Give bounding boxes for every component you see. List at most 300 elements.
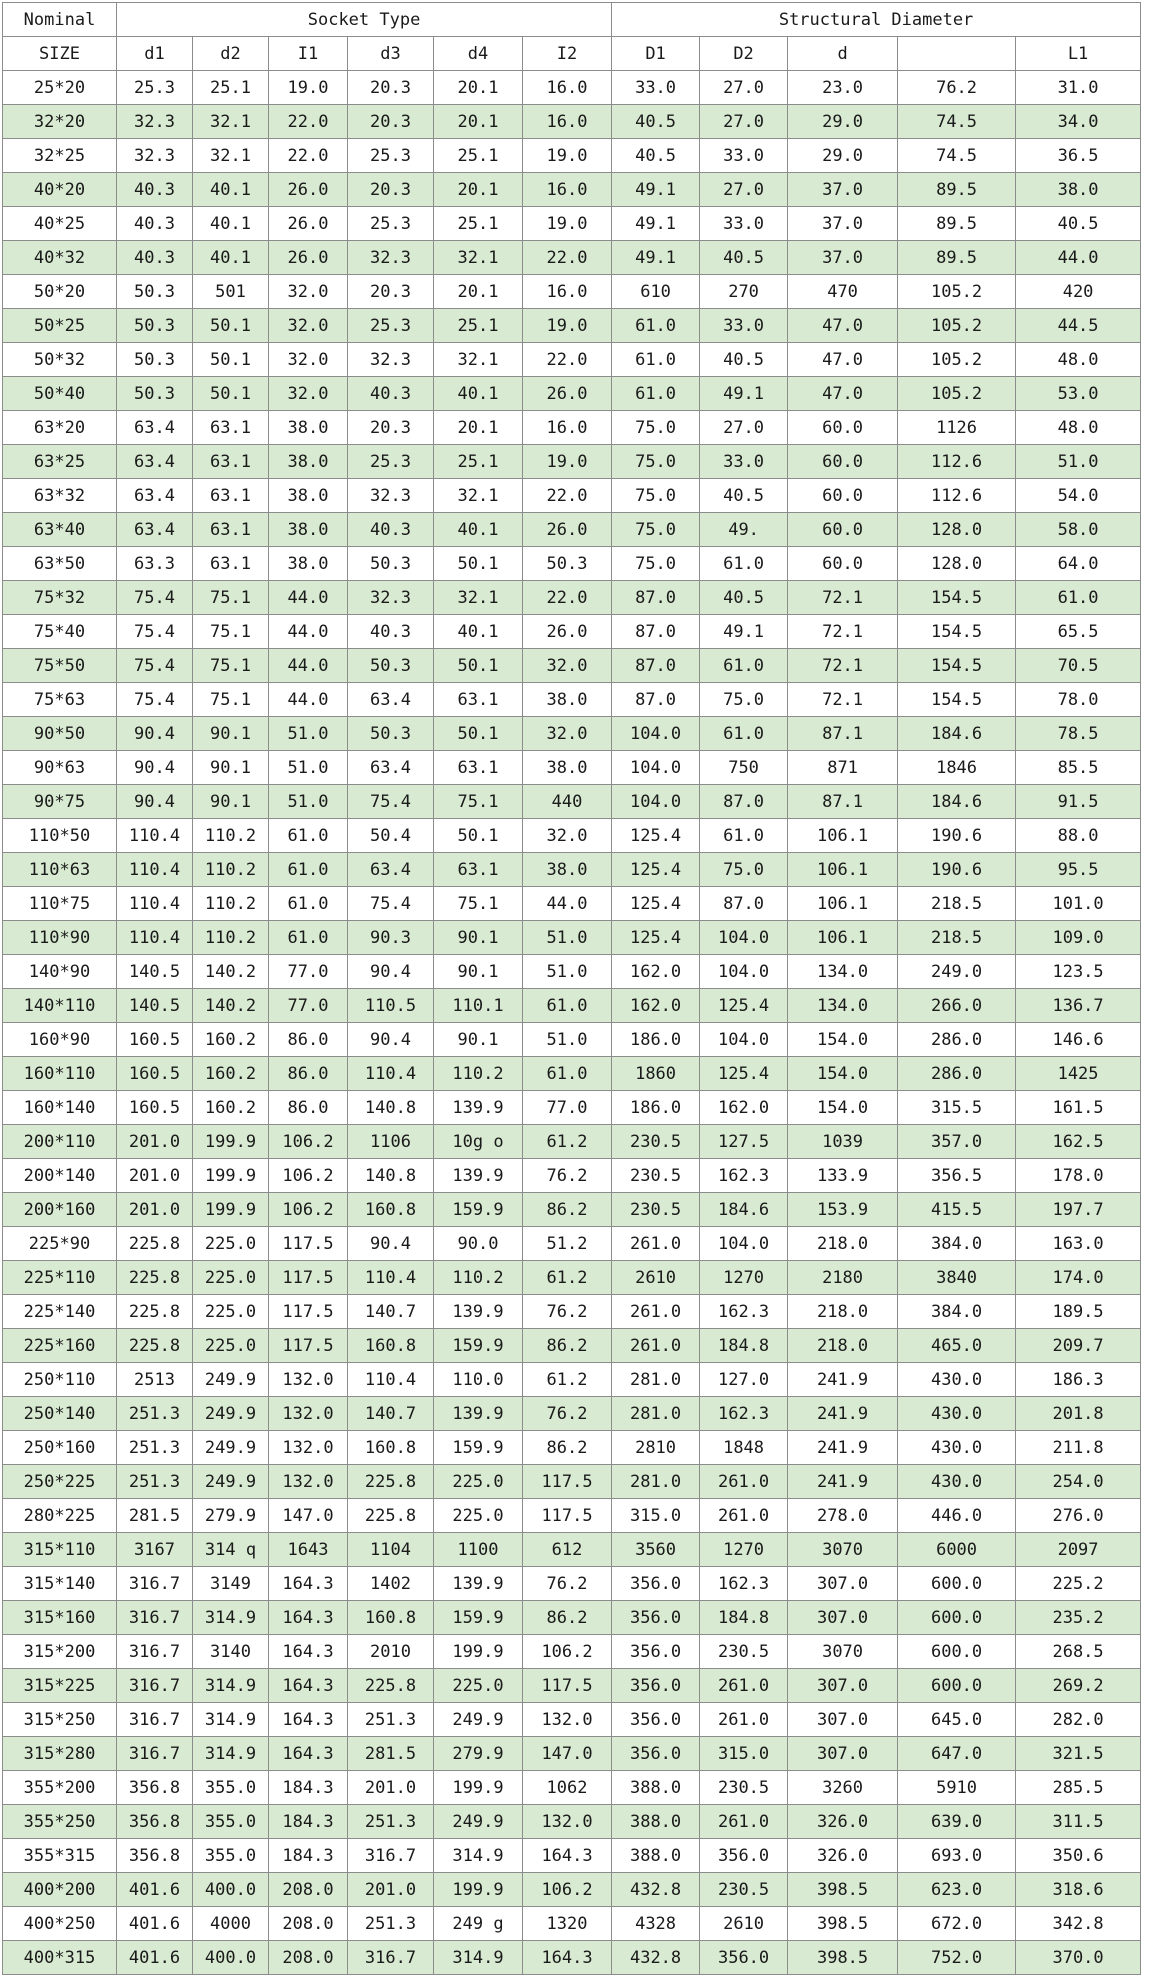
cell-d4: 50.1 xyxy=(434,819,523,853)
table-row xyxy=(3,1193,1141,1227)
cell-L1: 109.0 xyxy=(1016,921,1141,955)
table-row xyxy=(3,173,1141,207)
cell-size: 355*315 xyxy=(3,1839,117,1873)
cell-d2: 400.0 xyxy=(193,1941,269,1975)
cell-L1: 2097 xyxy=(1016,1533,1141,1567)
cell-d: 3260 xyxy=(788,1771,898,1805)
cell-d1: 401.6 xyxy=(117,1907,193,1941)
cell-d1: 40.3 xyxy=(117,207,193,241)
cell-d: 133.9 xyxy=(788,1159,898,1193)
cell-blank: 74.5 xyxy=(898,105,1016,139)
cell-D1: 40.5 xyxy=(612,105,700,139)
cell-d1: 225.8 xyxy=(117,1295,193,1329)
table-row xyxy=(3,1771,1141,1805)
cell-d2: 140.2 xyxy=(193,955,269,989)
cell-size: 250*160 xyxy=(3,1431,117,1465)
cell-blank: 465.0 xyxy=(898,1329,1016,1363)
cell-L1: 269.2 xyxy=(1016,1669,1141,1703)
cell-D2: 104.0 xyxy=(700,921,788,955)
cell-d2: 75.1 xyxy=(193,683,269,717)
cell-i2: 38.0 xyxy=(523,683,612,717)
cell-i2: 106.2 xyxy=(523,1635,612,1669)
cell-d3: 251.3 xyxy=(348,1703,434,1737)
cell-d1: 316.7 xyxy=(117,1703,193,1737)
cell-d4: 249 g xyxy=(434,1907,523,1941)
cell-size: 50*32 xyxy=(3,343,117,377)
cell-blank: 430.0 xyxy=(898,1397,1016,1431)
cell-d: 398.5 xyxy=(788,1941,898,1975)
cell-d4: 25.1 xyxy=(434,309,523,343)
cell-D2: 87.0 xyxy=(700,785,788,819)
table-row xyxy=(3,1601,1141,1635)
table-row xyxy=(3,853,1141,887)
table-row xyxy=(3,513,1141,547)
cell-d: 47.0 xyxy=(788,309,898,343)
column-header-i1: I1 xyxy=(269,37,348,71)
cell-blank: 415.5 xyxy=(898,1193,1016,1227)
cell-i1: 86.0 xyxy=(269,1023,348,1057)
cell-D1: 162.0 xyxy=(612,989,700,1023)
cell-L1: 78.5 xyxy=(1016,717,1141,751)
cell-d1: 225.8 xyxy=(117,1261,193,1295)
cell-L1: 36.5 xyxy=(1016,139,1141,173)
cell-d2: 314 q xyxy=(193,1533,269,1567)
cell-i1: 19.0 xyxy=(269,71,348,105)
cell-d3: 110.4 xyxy=(348,1363,434,1397)
cell-L1: 225.2 xyxy=(1016,1567,1141,1601)
cell-size: 50*40 xyxy=(3,377,117,411)
cell-d3: 1104 xyxy=(348,1533,434,1567)
cell-d2: 63.1 xyxy=(193,479,269,513)
cell-D1: 261.0 xyxy=(612,1227,700,1261)
cell-d2: 160.2 xyxy=(193,1023,269,1057)
cell-d1: 356.8 xyxy=(117,1771,193,1805)
cell-blank: 190.6 xyxy=(898,819,1016,853)
cell-i2: 32.0 xyxy=(523,717,612,751)
table-row xyxy=(3,275,1141,309)
cell-i1: 117.5 xyxy=(269,1227,348,1261)
cell-d3: 110.4 xyxy=(348,1057,434,1091)
cell-d: 72.1 xyxy=(788,581,898,615)
cell-D2: 230.5 xyxy=(700,1635,788,1669)
cell-i2: 117.5 xyxy=(523,1499,612,1533)
cell-blank: 623.0 xyxy=(898,1873,1016,1907)
cell-D1: 104.0 xyxy=(612,751,700,785)
cell-i2: 86.2 xyxy=(523,1431,612,1465)
cell-d: 60.0 xyxy=(788,547,898,581)
cell-i2: 440 xyxy=(523,785,612,819)
cell-d1: 251.3 xyxy=(117,1465,193,1499)
cell-D1: 2610 xyxy=(612,1261,700,1295)
cell-d4: 110.2 xyxy=(434,1261,523,1295)
cell-size: 110*63 xyxy=(3,853,117,887)
cell-D1: 388.0 xyxy=(612,1839,700,1873)
cell-D2: 356.0 xyxy=(700,1941,788,1975)
table-row xyxy=(3,1737,1141,1771)
cell-d4: 159.9 xyxy=(434,1193,523,1227)
cell-D1: 49.1 xyxy=(612,241,700,275)
cell-size: 250*110 xyxy=(3,1363,117,1397)
column-header-size: SIZE xyxy=(3,37,117,71)
cell-i1: 51.0 xyxy=(269,785,348,819)
cell-D1: 356.0 xyxy=(612,1703,700,1737)
cell-D1: 186.0 xyxy=(612,1091,700,1125)
cell-size: 250*140 xyxy=(3,1397,117,1431)
cell-D2: 61.0 xyxy=(700,547,788,581)
cell-L1: 321.5 xyxy=(1016,1737,1141,1771)
cell-d2: 63.1 xyxy=(193,411,269,445)
cell-d1: 281.5 xyxy=(117,1499,193,1533)
cell-d2: 400.0 xyxy=(193,1873,269,1907)
cell-blank: 184.6 xyxy=(898,785,1016,819)
cell-d4: 25.1 xyxy=(434,445,523,479)
cell-d: 218.0 xyxy=(788,1329,898,1363)
cell-d4: 63.1 xyxy=(434,853,523,887)
cell-d3: 251.3 xyxy=(348,1907,434,1941)
cell-d2: 501 xyxy=(193,275,269,309)
cell-L1: 123.5 xyxy=(1016,955,1141,989)
cell-blank: 600.0 xyxy=(898,1567,1016,1601)
cell-d1: 251.3 xyxy=(117,1431,193,1465)
cell-D1: 261.0 xyxy=(612,1295,700,1329)
cell-d3: 2010 xyxy=(348,1635,434,1669)
column-header-i2: I2 xyxy=(523,37,612,71)
cell-i2: 106.2 xyxy=(523,1873,612,1907)
cell-d3: 201.0 xyxy=(348,1771,434,1805)
cell-d: 154.0 xyxy=(788,1023,898,1057)
cell-size: 90*50 xyxy=(3,717,117,751)
cell-size: 140*110 xyxy=(3,989,117,1023)
cell-D2: 184.6 xyxy=(700,1193,788,1227)
cell-size: 40*20 xyxy=(3,173,117,207)
cell-blank: 89.5 xyxy=(898,241,1016,275)
cell-D2: 75.0 xyxy=(700,853,788,887)
cell-d4: 139.9 xyxy=(434,1159,523,1193)
cell-size: 355*250 xyxy=(3,1805,117,1839)
cell-i2: 164.3 xyxy=(523,1839,612,1873)
cell-D2: 261.0 xyxy=(700,1703,788,1737)
cell-d4: 25.1 xyxy=(434,139,523,173)
cell-D1: 281.0 xyxy=(612,1363,700,1397)
cell-d2: 355.0 xyxy=(193,1805,269,1839)
table-row xyxy=(3,207,1141,241)
cell-D2: 127.0 xyxy=(700,1363,788,1397)
cell-L1: 48.0 xyxy=(1016,411,1141,445)
cell-D2: 40.5 xyxy=(700,241,788,275)
cell-d3: 50.3 xyxy=(348,649,434,683)
cell-d3: 140.8 xyxy=(348,1159,434,1193)
cell-blank: 154.5 xyxy=(898,581,1016,615)
table-row xyxy=(3,1839,1141,1873)
cell-blank: 105.2 xyxy=(898,309,1016,343)
cell-size: 75*50 xyxy=(3,649,117,683)
cell-i1: 86.0 xyxy=(269,1091,348,1125)
cell-d: 60.0 xyxy=(788,411,898,445)
cell-D2: 162.3 xyxy=(700,1397,788,1431)
cell-d3: 140.7 xyxy=(348,1295,434,1329)
cell-d2: 3149 xyxy=(193,1567,269,1601)
cell-i2: 86.2 xyxy=(523,1329,612,1363)
cell-size: 40*25 xyxy=(3,207,117,241)
cell-d1: 50.3 xyxy=(117,343,193,377)
table-row xyxy=(3,1669,1141,1703)
cell-D1: 75.0 xyxy=(612,445,700,479)
table-row xyxy=(3,1125,1141,1159)
cell-d4: 20.1 xyxy=(434,71,523,105)
cell-d3: 160.8 xyxy=(348,1193,434,1227)
cell-i1: 164.3 xyxy=(269,1635,348,1669)
cell-d2: 199.9 xyxy=(193,1193,269,1227)
cell-d1: 50.3 xyxy=(117,275,193,309)
table-row xyxy=(3,1057,1141,1091)
cell-i2: 16.0 xyxy=(523,71,612,105)
cell-D1: 61.0 xyxy=(612,343,700,377)
table-row xyxy=(3,1227,1141,1261)
cell-L1: 285.5 xyxy=(1016,1771,1141,1805)
cell-d1: 25.3 xyxy=(117,71,193,105)
cell-d4: 159.9 xyxy=(434,1329,523,1363)
cell-d3: 32.3 xyxy=(348,241,434,275)
cell-d1: 316.7 xyxy=(117,1601,193,1635)
cell-d: 241.9 xyxy=(788,1363,898,1397)
cell-L1: 268.5 xyxy=(1016,1635,1141,1669)
cell-i2: 76.2 xyxy=(523,1295,612,1329)
column-header-L1: L1 xyxy=(1016,37,1141,71)
cell-blank: 639.0 xyxy=(898,1805,1016,1839)
cell-D2: 127.5 xyxy=(700,1125,788,1159)
cell-d: 218.0 xyxy=(788,1295,898,1329)
cell-i1: 132.0 xyxy=(269,1363,348,1397)
cell-size: 225*140 xyxy=(3,1295,117,1329)
cell-d3: 160.8 xyxy=(348,1329,434,1363)
cell-D1: 388.0 xyxy=(612,1771,700,1805)
cell-d2: 314.9 xyxy=(193,1601,269,1635)
cell-d4: 75.1 xyxy=(434,887,523,921)
cell-L1: 161.5 xyxy=(1016,1091,1141,1125)
cell-D2: 104.0 xyxy=(700,1023,788,1057)
cell-d: 134.0 xyxy=(788,955,898,989)
cell-i1: 26.0 xyxy=(269,241,348,275)
cell-D2: 75.0 xyxy=(700,683,788,717)
cell-d1: 401.6 xyxy=(117,1941,193,1975)
cell-D1: 87.0 xyxy=(612,581,700,615)
cell-d2: 160.2 xyxy=(193,1091,269,1125)
cell-d1: 63.4 xyxy=(117,479,193,513)
table-row xyxy=(3,1941,1141,1975)
cell-D1: 1860 xyxy=(612,1057,700,1091)
cell-d2: 50.1 xyxy=(193,343,269,377)
cell-D1: 356.0 xyxy=(612,1737,700,1771)
cell-D1: 356.0 xyxy=(612,1567,700,1601)
cell-d: 87.1 xyxy=(788,785,898,819)
cell-d3: 75.4 xyxy=(348,785,434,819)
cell-blank: 128.0 xyxy=(898,547,1016,581)
cell-blank: 356.5 xyxy=(898,1159,1016,1193)
cell-i1: 44.0 xyxy=(269,649,348,683)
cell-blank: 647.0 xyxy=(898,1737,1016,1771)
cell-d4: 110.0 xyxy=(434,1363,523,1397)
cell-d4: 90.1 xyxy=(434,921,523,955)
column-header-d1: d1 xyxy=(117,37,193,71)
column-header-D1: D1 xyxy=(612,37,700,71)
cell-d4: 199.9 xyxy=(434,1771,523,1805)
cell-D1: 104.0 xyxy=(612,717,700,751)
table-row xyxy=(3,139,1141,173)
cell-i1: 164.3 xyxy=(269,1703,348,1737)
cell-D2: 40.5 xyxy=(700,581,788,615)
cell-d: 72.1 xyxy=(788,649,898,683)
cell-blank: 190.6 xyxy=(898,853,1016,887)
cell-D1: 75.0 xyxy=(612,411,700,445)
cell-d4: 90.1 xyxy=(434,1023,523,1057)
cell-L1: 342.8 xyxy=(1016,1907,1141,1941)
cell-i1: 208.0 xyxy=(269,1941,348,1975)
cell-L1: 146.6 xyxy=(1016,1023,1141,1057)
cell-d2: 225.0 xyxy=(193,1227,269,1261)
cell-L1: 61.0 xyxy=(1016,581,1141,615)
cell-blank: 154.5 xyxy=(898,615,1016,649)
cell-size: 160*140 xyxy=(3,1091,117,1125)
cell-D2: 125.4 xyxy=(700,1057,788,1091)
cell-blank: 693.0 xyxy=(898,1839,1016,1873)
cell-D1: 162.0 xyxy=(612,955,700,989)
cell-L1: 34.0 xyxy=(1016,105,1141,139)
cell-D2: 61.0 xyxy=(700,819,788,853)
group-socket-type: Socket Type xyxy=(117,3,612,37)
cell-i1: 106.2 xyxy=(269,1193,348,1227)
table-row xyxy=(3,921,1141,955)
cell-d2: 90.1 xyxy=(193,785,269,819)
cell-d3: 50.3 xyxy=(348,547,434,581)
cell-L1: 48.0 xyxy=(1016,343,1141,377)
cell-L1: 311.5 xyxy=(1016,1805,1141,1839)
cell-D1: 356.0 xyxy=(612,1669,700,1703)
cell-d2: 110.2 xyxy=(193,853,269,887)
cell-d4: 20.1 xyxy=(434,105,523,139)
cell-size: 355*200 xyxy=(3,1771,117,1805)
cell-d2: 75.1 xyxy=(193,615,269,649)
cell-i2: 44.0 xyxy=(523,887,612,921)
cell-d1: 90.4 xyxy=(117,717,193,751)
cell-L1: 178.0 xyxy=(1016,1159,1141,1193)
cell-size: 50*20 xyxy=(3,275,117,309)
cell-size: 110*75 xyxy=(3,887,117,921)
cell-d4: 314.9 xyxy=(434,1941,523,1975)
cell-blank: 3840 xyxy=(898,1261,1016,1295)
table-row xyxy=(3,547,1141,581)
cell-blank: 600.0 xyxy=(898,1601,1016,1635)
cell-D1: 125.4 xyxy=(612,819,700,853)
cell-d1: 316.7 xyxy=(117,1567,193,1601)
cell-d2: 40.1 xyxy=(193,241,269,275)
column-header-d: d xyxy=(788,37,898,71)
cell-i2: 50.3 xyxy=(523,547,612,581)
cell-d4: 90.0 xyxy=(434,1227,523,1261)
cell-i2: 117.5 xyxy=(523,1669,612,1703)
cell-d3: 63.4 xyxy=(348,751,434,785)
cell-d2: 3140 xyxy=(193,1635,269,1669)
cell-i2: 16.0 xyxy=(523,275,612,309)
cell-d3: 160.8 xyxy=(348,1601,434,1635)
cell-L1: 235.2 xyxy=(1016,1601,1141,1635)
cell-i1: 164.3 xyxy=(269,1601,348,1635)
cell-d: 3070 xyxy=(788,1635,898,1669)
cell-i1: 61.0 xyxy=(269,853,348,887)
table-row xyxy=(3,1873,1141,1907)
cell-D2: 261.0 xyxy=(700,1499,788,1533)
cell-d2: 75.1 xyxy=(193,649,269,683)
cell-D2: 40.5 xyxy=(700,479,788,513)
cell-i1: 106.2 xyxy=(269,1125,348,1159)
table-row xyxy=(3,955,1141,989)
cell-i1: 117.5 xyxy=(269,1261,348,1295)
cell-size: 250*225 xyxy=(3,1465,117,1499)
cell-i1: 132.0 xyxy=(269,1431,348,1465)
cell-i2: 612 xyxy=(523,1533,612,1567)
cell-blank: 357.0 xyxy=(898,1125,1016,1159)
cell-d2: 314.9 xyxy=(193,1737,269,1771)
cell-D1: 356.0 xyxy=(612,1601,700,1635)
cell-D2: 104.0 xyxy=(700,955,788,989)
table-row xyxy=(3,445,1141,479)
cell-d1: 75.4 xyxy=(117,615,193,649)
cell-d1: 201.0 xyxy=(117,1125,193,1159)
cell-d2: 160.2 xyxy=(193,1057,269,1091)
cell-d: 307.0 xyxy=(788,1737,898,1771)
cell-i1: 32.0 xyxy=(269,343,348,377)
cell-D2: 261.0 xyxy=(700,1669,788,1703)
cell-d: 29.0 xyxy=(788,139,898,173)
table-row xyxy=(3,1567,1141,1601)
cell-d3: 1106 xyxy=(348,1125,434,1159)
cell-D2: 2610 xyxy=(700,1907,788,1941)
cell-d3: 316.7 xyxy=(348,1941,434,1975)
table-row xyxy=(3,989,1141,1023)
table-row xyxy=(3,1397,1141,1431)
cell-blank: 315.5 xyxy=(898,1091,1016,1125)
table-row xyxy=(3,411,1141,445)
cell-d4: 40.1 xyxy=(434,377,523,411)
cell-D1: 315.0 xyxy=(612,1499,700,1533)
cell-d2: 40.1 xyxy=(193,173,269,207)
cell-d4: 90.1 xyxy=(434,955,523,989)
cell-d: 47.0 xyxy=(788,377,898,411)
cell-blank: 154.5 xyxy=(898,649,1016,683)
cell-d3: 25.3 xyxy=(348,139,434,173)
cell-D2: 1848 xyxy=(700,1431,788,1465)
cell-size: 63*32 xyxy=(3,479,117,513)
group-structural-diameter: Structural Diameter xyxy=(612,3,1141,37)
cell-blank: 752.0 xyxy=(898,1941,1016,1975)
cell-size: 400*250 xyxy=(3,1907,117,1941)
cell-D2: 61.0 xyxy=(700,649,788,683)
cell-d3: 50.4 xyxy=(348,819,434,853)
cell-d1: 63.4 xyxy=(117,411,193,445)
cell-D2: 49.1 xyxy=(700,615,788,649)
cell-d: 326.0 xyxy=(788,1839,898,1873)
cell-d3: 316.7 xyxy=(348,1839,434,1873)
cell-D2: 750 xyxy=(700,751,788,785)
table-row xyxy=(3,71,1141,105)
cell-L1: 189.5 xyxy=(1016,1295,1141,1329)
cell-blank: 89.5 xyxy=(898,173,1016,207)
cell-i2: 51.2 xyxy=(523,1227,612,1261)
cell-D2: 270 xyxy=(700,275,788,309)
cell-d3: 25.3 xyxy=(348,207,434,241)
cell-i1: 22.0 xyxy=(269,105,348,139)
cell-blank: 105.2 xyxy=(898,343,1016,377)
cell-d1: 63.3 xyxy=(117,547,193,581)
